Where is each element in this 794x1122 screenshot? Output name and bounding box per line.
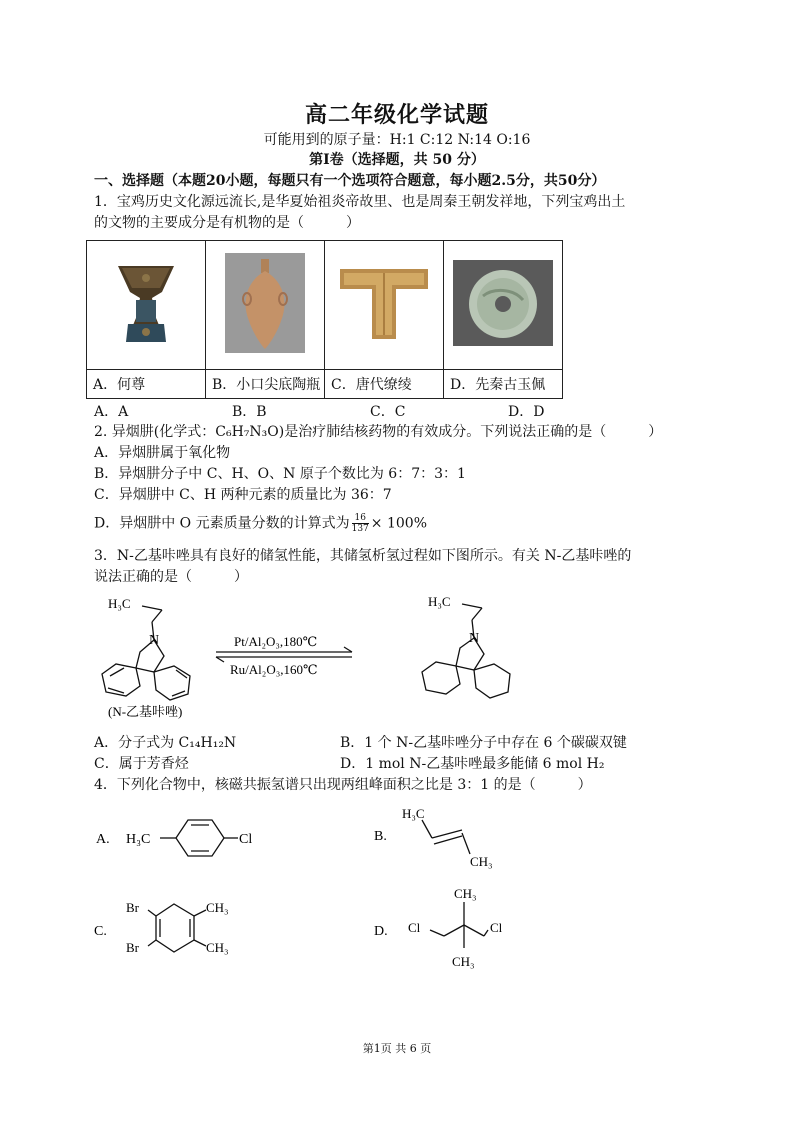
q4-structure-b — [370, 800, 530, 880]
q4-c-bromine-top: Br — [126, 900, 139, 915]
q2-option-a: A．异烟肼属于氧化物 — [94, 445, 231, 461]
q3-stem-line2: 说法正确的是（ ） — [94, 569, 248, 585]
q2-option-d-text: D．异烟肼中 O 元素质量分数的计算式为 — [94, 515, 350, 532]
atomic-masses: 可能用到的原子量：H:1 C:12 N:14 O:16 — [263, 132, 531, 148]
page-title: 高二年级化学试题 — [304, 102, 489, 128]
q4-d-methyl-bottom: CH₃ — [452, 954, 475, 969]
q2-option-b: B．异烟肼分子中 C、H、O、N 原子个数比为 6：7：3：1 — [94, 466, 466, 482]
q4-structure-c — [90, 890, 280, 970]
q2-option-c: C．异烟肼中 C、H 两种元素的质量比为 36：7 — [94, 487, 392, 503]
compound-name-label: (N-乙基咔唑) — [108, 704, 183, 719]
page-footer: 第1页 共 6 页 — [362, 1042, 432, 1055]
q2-stem: 2. 异烟肼(化学式：C₆H₇N₃O)是治疗肺结核药物的有效成分。下列说法正确的是（ ） — [94, 424, 663, 440]
q2-option-d — [94, 513, 427, 534]
fraction-denominator: 137 — [351, 524, 369, 534]
q4-option-c-label: C. — [94, 924, 107, 939]
q3-option-b: B．1 个 N-乙基咔唑分子中存在 6 个碳碳双键 — [340, 735, 627, 751]
part-heading: 一、选择题（本题20小题，每题只有一个选项符合题意，每小题2.5分，共50分） — [94, 173, 606, 189]
q4-a-chlorine: Cl — [239, 832, 253, 847]
pottery-bottle-image — [225, 253, 305, 353]
q4-option-d-label: D. — [374, 924, 388, 939]
zun-vessel-image — [106, 258, 186, 348]
q1-stem-line1: 1．宝鸡历史文化源远流长,是华夏始祖炎帝故里、也是周秦王朝发祥地，下列宝鸡出土 — [94, 194, 626, 210]
right-methyl-label: H₃C — [428, 594, 451, 609]
q4-c-methyl-bottom: CH₃ — [206, 940, 229, 955]
q4-d-chlorine-left: Cl — [408, 920, 421, 935]
right-nitrogen-label: N — [469, 631, 480, 646]
section-title: 第Ⅰ卷（选择题，共 50 分） — [309, 152, 485, 168]
left-nitrogen-label: N — [149, 633, 160, 648]
mass-fraction — [352, 513, 369, 534]
artifact-label-a: A．何尊 — [87, 370, 206, 399]
q4-d-methyl-top: CH₃ — [454, 886, 477, 901]
q3-option-a: A．分子式为 C₁₄H₁₂N — [94, 735, 237, 751]
q4-structure-a — [90, 808, 280, 868]
fraction-numerator: 16 — [352, 513, 369, 524]
artifact-image-cell-b — [206, 241, 325, 370]
q3-stem-line1: 3．N-乙基咔唑具有良好的储氢性能，其储氢析氢过程如下图所示。有关 N-乙基咔唑的 — [94, 548, 632, 564]
q1-artifact-table — [86, 240, 563, 399]
forward-condition: Pt/Al₂O₃,180℃ — [234, 634, 318, 649]
q4-a-methyl: H₃C — [126, 832, 151, 847]
artifact-label-d: D．先秦古玉佩 — [444, 370, 563, 399]
artifact-image-cell-d — [444, 241, 563, 370]
q4-c-methyl-top: CH₃ — [206, 900, 229, 915]
q3-reaction-scheme — [90, 592, 550, 722]
jade-pendant-image — [453, 260, 553, 346]
left-methyl-label: H₃C — [108, 596, 131, 611]
artifact-image-cell-c — [325, 241, 444, 370]
q1-option-b: B．B — [232, 404, 267, 420]
q1-option-a: A．A — [94, 404, 129, 420]
artifact-label-b: B．小口尖底陶瓶 — [206, 370, 325, 399]
q4-b-methyl-bottom: CH₃ — [470, 854, 493, 869]
artifact-image-cell-a — [87, 241, 206, 370]
q4-structure-d — [370, 880, 550, 980]
reverse-condition: Ru/Al₂O₃,160℃ — [230, 662, 318, 677]
q1-option-d: D．D — [508, 404, 545, 420]
q4-c-bromine-bottom: Br — [126, 940, 139, 955]
q1-stem-line2: 的文物的主要成分是有机物的是（ ） — [94, 215, 360, 231]
q4-option-a-label: A. — [96, 832, 110, 847]
q4-stem: 4．下列化合物中，核磁共振氢谱只出现两组峰面积之比是 3：1 的是（ ） — [94, 777, 592, 793]
q4-d-chlorine-right: Cl — [490, 920, 503, 935]
q4-option-b-label: B. — [374, 829, 387, 844]
silk-robe-image — [336, 263, 432, 343]
q2-option-d-suffix: × 100% — [370, 515, 428, 532]
q4-b-methyl-top: H₃C — [402, 806, 425, 821]
q1-option-c: C．C — [370, 404, 406, 420]
q3-option-d: D．1 mol N-乙基咔唑最多能储 6 mol H₂ — [340, 756, 605, 772]
artifact-label-c: C．唐代缭绫 — [325, 370, 444, 399]
q3-option-c: C．属于芳香烃 — [94, 756, 189, 772]
